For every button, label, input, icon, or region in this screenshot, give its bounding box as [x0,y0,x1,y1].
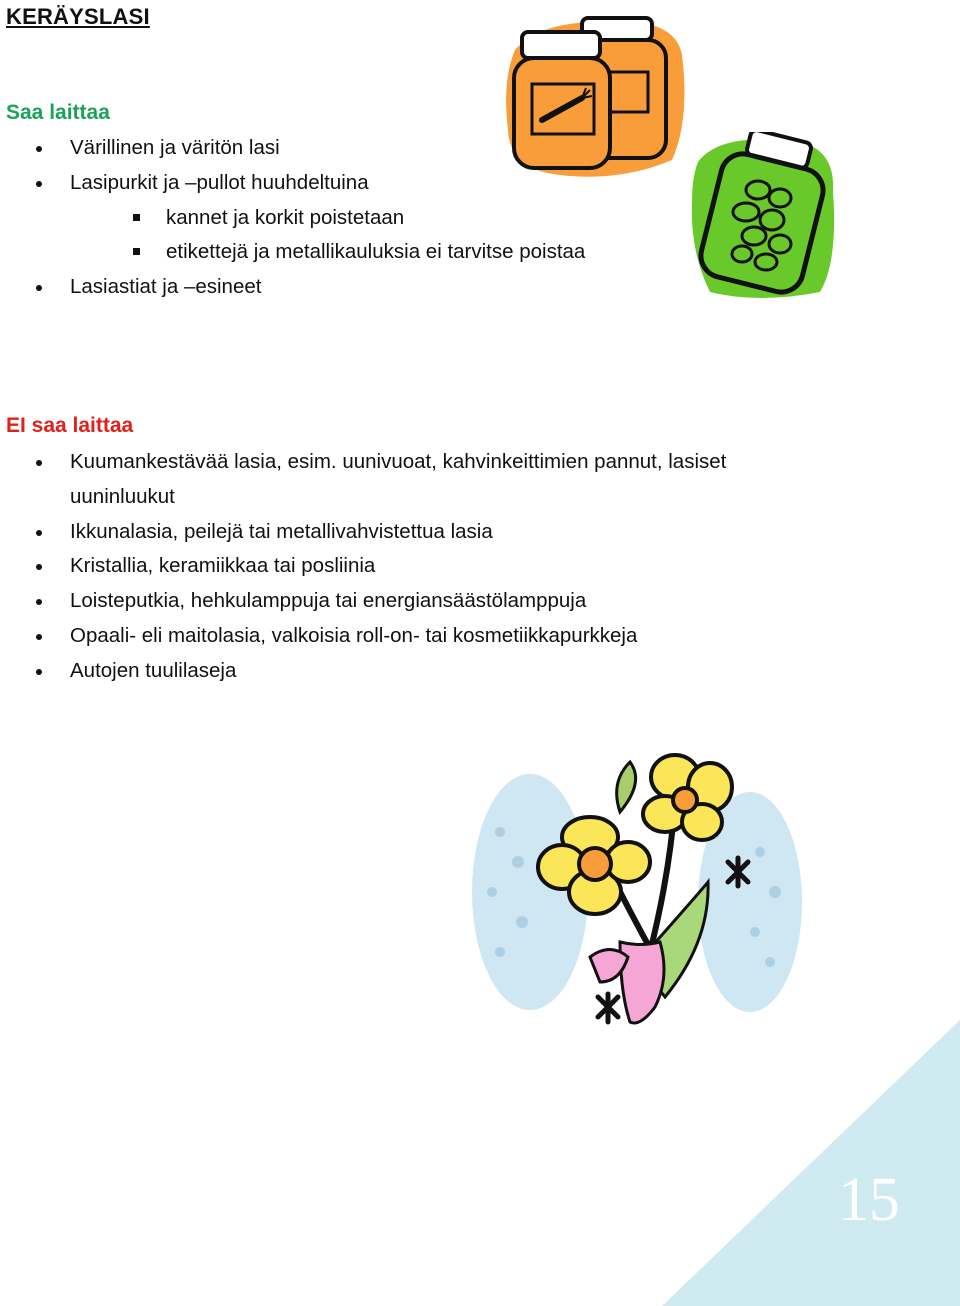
list-item: Loisteputkia, hehkulamppuja tai energiansäästölamppuja [0,584,810,619]
page-title: KERÄYSLASI [6,4,150,29]
list-item: Ikkunalasia, peilejä tai metallivahvistettua lasia [0,515,810,550]
list-item: Kristallia, keramiikkaa tai posliinia [0,549,810,584]
list-item: Opaali- eli maitolasia, valkoisia roll-on- tai kosmetiikkapurkkeja [0,619,810,654]
jars-icon [500,10,690,185]
flowers-icon [470,742,810,1042]
list-item: etikettejä ja metallikauluksia ei tarvitse poistaa [0,235,585,270]
not-allowed-list [0,445,810,689]
page-number: 15 [838,1166,900,1234]
list-item: Lasiastiat ja –esineet [0,270,585,305]
list-item: Kuumankestävää lasia, esim. uunivuoat, kahvinkeittimien pannut, lasiset uuninluukut [0,445,810,515]
list-item: Värillinen ja väritön lasi [0,131,585,166]
allowed-heading: Saa laittaa [6,101,110,124]
pickle-jar-icon [688,132,838,302]
list-item: Lasipurkit ja –pullot huuhdeltuina [0,166,585,201]
not-allowed-heading: EI saa laittaa [6,414,134,437]
list-item: Autojen tuulilaseja [0,654,810,689]
allowed-list [0,131,585,305]
list-item: kannet ja korkit poistetaan [0,201,585,236]
